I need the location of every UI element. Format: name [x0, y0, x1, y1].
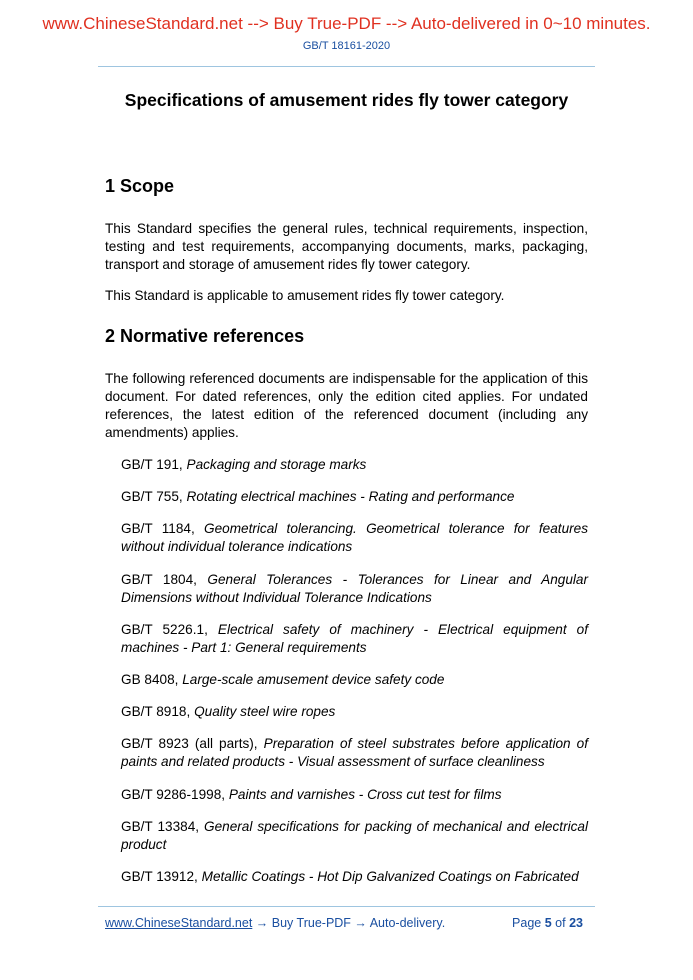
reference-item: GB/T 13384, General specifications for packing of mechanical and electrical product	[121, 819, 588, 852]
footer-promo	[105, 916, 445, 930]
standard-number: GB/T 18161-2020	[302, 40, 391, 52]
section-heading-normative-references: 2 Normative references	[105, 326, 305, 346]
reference-item: GB/T 755, Rotating electrical machines - Rating and performance	[121, 489, 515, 504]
footer-promo-text: → Buy True-PDF → Auto-delivery.	[252, 916, 446, 930]
reference-item: GB/T 1804, General Tolerances - Tolerances for Linear and Angular Dimensions without Individual Tolerance Indications	[121, 572, 588, 605]
reference-item: GB/T 8923 (all parts), Preparation of steel substrates before application of paints and related products - Visual assessment of surface cleanliness	[121, 736, 588, 769]
references-intro: The following referenced documents are indispensable for the application of this document. For dated references, only the edition cited applies. For undated references, the latest edition of the referenced document (including any amendments) applies.	[105, 371, 588, 440]
total-pages: 23	[569, 916, 583, 930]
section-heading-scope: 1 Scope	[105, 176, 175, 196]
header-divider	[98, 66, 595, 67]
scope-paragraph-1: This Standard specifies the general rules, technical requirements, inspection, testing and test requirements, accompanying documents, marks, packaging, transport and storage of amusement rides fly tower category.	[105, 221, 588, 272]
promo-banner[interactable]: www.ChineseStandard.net --> Buy True-PDF --> Auto-delivered in 0~10 minutes.	[42, 14, 651, 33]
reference-item: GB/T 8918, Quality steel wire ropes	[121, 704, 336, 719]
current-page: 5	[544, 916, 552, 930]
reference-item: GB/T 191, Packaging and storage marks	[121, 457, 367, 472]
footer-link[interactable]: www.ChineseStandard.net	[105, 916, 253, 930]
reference-item: GB/T 5226.1, Electrical safety of machinery - Electrical equipment of machines - Part 1: General requirements	[121, 622, 588, 655]
reference-item: GB/T 13912, Metallic Coatings - Hot Dip Galvanized Coatings on Fabricated	[121, 869, 579, 884]
page-indicator: Page 5 of 23	[512, 916, 583, 930]
reference-item: GB/T 9286-1998, Paints and varnishes - Cross cut test for films	[121, 787, 502, 802]
reference-item: GB 8408, Large-scale amusement device safety code	[121, 672, 445, 687]
footer-divider	[98, 906, 595, 907]
scope-paragraph-2: This Standard is applicable to amusement rides fly tower category.	[105, 288, 505, 303]
reference-item: GB/T 1184, Geometrical tolerancing. Geometrical tolerance for features without individual tolerance indications	[121, 521, 589, 554]
document-title: Specifications of amusement rides fly tower category	[124, 90, 569, 110]
